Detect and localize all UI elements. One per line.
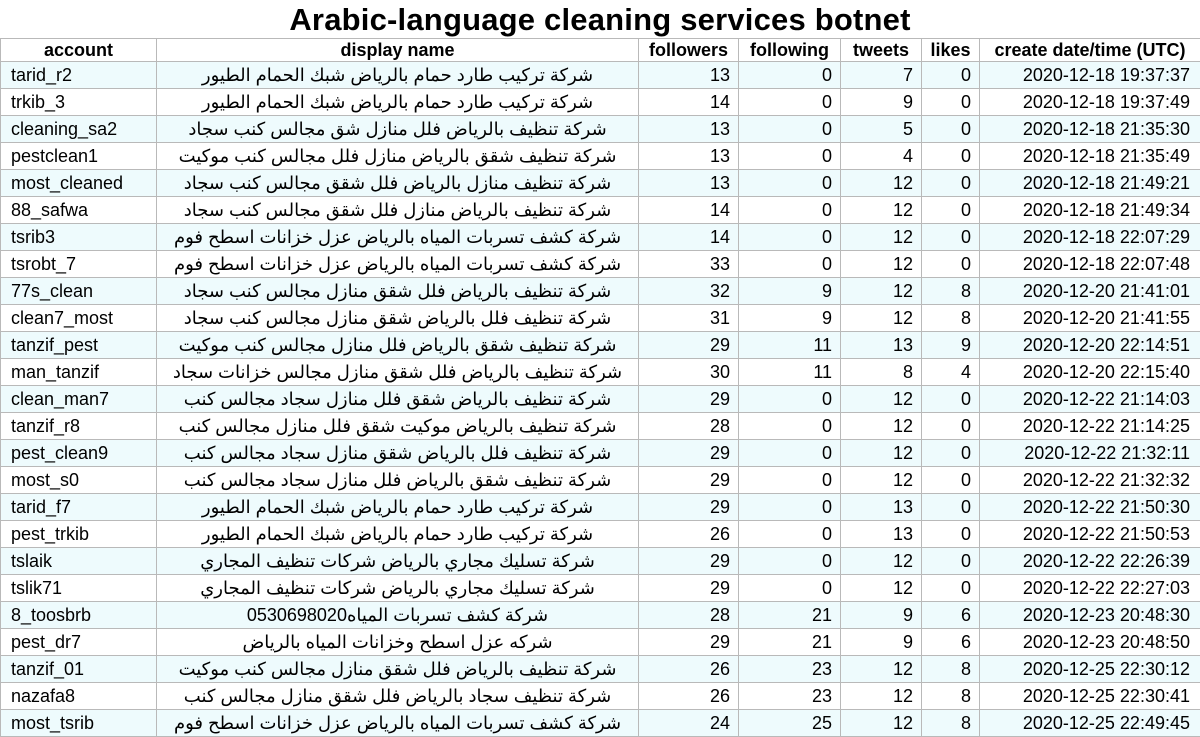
- following-cell: 0: [739, 116, 841, 143]
- display-name-cell: شركة تنظيف شقق بالرياض فلل منازل مجالس كنب موكيت: [157, 332, 639, 359]
- create-date-cell: 2020-12-25 22:30:12: [980, 656, 1200, 683]
- create-date-cell: 2020-12-22 21:50:30: [980, 494, 1200, 521]
- create-date-cell: 2020-12-25 22:49:45: [980, 710, 1200, 737]
- display-name-cell: شركة تنظيف شقق بالرياض فلل منازل سجاد مجالس كنب: [157, 467, 639, 494]
- likes-cell: 6: [922, 602, 980, 629]
- following-cell: 0: [739, 89, 841, 116]
- table-row: [1, 359, 1200, 386]
- followers-cell: 29: [639, 440, 739, 467]
- account-cell: 8_toosbrb: [1, 602, 157, 629]
- display-name-cell: شركة كشف تسربات المياه بالرياض عزل خزانات اسطح فوم: [157, 710, 639, 737]
- following-cell: 0: [739, 413, 841, 440]
- tweets-cell: 12: [841, 170, 922, 197]
- display-name-cell: شركة كشف تسربات المياه0530698020: [157, 602, 639, 629]
- tweets-cell: 13: [841, 494, 922, 521]
- account-cell: nazafa8: [1, 683, 157, 710]
- table-row: [1, 170, 1200, 197]
- likes-cell: 0: [922, 143, 980, 170]
- account-cell: most_cleaned: [1, 170, 157, 197]
- create-date-cell: 2020-12-18 21:35:49: [980, 143, 1200, 170]
- create-date-cell: 2020-12-20 22:14:51: [980, 332, 1200, 359]
- table-row: [1, 278, 1200, 305]
- table-row: [1, 116, 1200, 143]
- followers-cell: 26: [639, 656, 739, 683]
- tweets-cell: 12: [841, 278, 922, 305]
- likes-cell: 0: [922, 467, 980, 494]
- following-cell: 0: [739, 521, 841, 548]
- display-name-cell: شركة كشف تسربات المياه بالرياض عزل خزانات اسطح فوم: [157, 251, 639, 278]
- likes-cell: 4: [922, 359, 980, 386]
- followers-cell: 26: [639, 683, 739, 710]
- followers-cell: 29: [639, 575, 739, 602]
- column-header-followers: followers: [639, 39, 739, 62]
- tweets-cell: 12: [841, 656, 922, 683]
- display-name-cell: شركه عزل اسطح وخزانات المياه بالرياض: [157, 629, 639, 656]
- create-date-cell: 2020-12-20 22:15:40: [980, 359, 1200, 386]
- tweets-cell: 13: [841, 332, 922, 359]
- account-cell: pest_dr7: [1, 629, 157, 656]
- create-date-cell: 2020-12-23 20:48:50: [980, 629, 1200, 656]
- display-name-cell: شركة كشف تسربات المياه بالرياض عزل خزانات اسطح فوم: [157, 224, 639, 251]
- tweets-cell: 12: [841, 548, 922, 575]
- following-cell: 11: [739, 332, 841, 359]
- following-cell: 0: [739, 197, 841, 224]
- likes-cell: 9: [922, 332, 980, 359]
- likes-cell: 8: [922, 305, 980, 332]
- tweets-cell: 9: [841, 89, 922, 116]
- following-cell: 0: [739, 251, 841, 278]
- followers-cell: 28: [639, 602, 739, 629]
- followers-cell: 13: [639, 170, 739, 197]
- account-cell: tarid_r2: [1, 62, 157, 89]
- following-cell: 0: [739, 224, 841, 251]
- display-name-cell: شركة تنظيف فلل بالرياض شقق منازل مجالس كنب سجاد: [157, 305, 639, 332]
- followers-cell: 14: [639, 197, 739, 224]
- following-cell: 21: [739, 602, 841, 629]
- likes-cell: 0: [922, 197, 980, 224]
- table-row: [1, 710, 1200, 737]
- create-date-cell: 2020-12-18 21:49:34: [980, 197, 1200, 224]
- table-row: [1, 683, 1200, 710]
- likes-cell: 0: [922, 62, 980, 89]
- create-date-cell: 2020-12-18 19:37:49: [980, 89, 1200, 116]
- table-row: [1, 467, 1200, 494]
- account-cell: pest_trkib: [1, 521, 157, 548]
- account-cell: tsrobt_7: [1, 251, 157, 278]
- followers-cell: 31: [639, 305, 739, 332]
- table-row: [1, 575, 1200, 602]
- followers-cell: 30: [639, 359, 739, 386]
- followers-cell: 29: [639, 386, 739, 413]
- account-cell: clean_man7: [1, 386, 157, 413]
- likes-cell: 8: [922, 278, 980, 305]
- following-cell: 0: [739, 467, 841, 494]
- followers-cell: 14: [639, 89, 739, 116]
- column-header-likes: likes: [922, 39, 980, 62]
- account-cell: cleaning_sa2: [1, 116, 157, 143]
- account-cell: tarid_f7: [1, 494, 157, 521]
- tweets-cell: 12: [841, 197, 922, 224]
- display-name-cell: شركة تنظيف بالرياض فلل شقق منازل مجالس كنب سجاد: [157, 278, 639, 305]
- tweets-cell: 8: [841, 359, 922, 386]
- create-date-cell: 2020-12-22 21:14:25: [980, 413, 1200, 440]
- tweets-cell: 12: [841, 251, 922, 278]
- tweets-cell: 13: [841, 521, 922, 548]
- likes-cell: 0: [922, 521, 980, 548]
- following-cell: 11: [739, 359, 841, 386]
- create-date-cell: 2020-12-25 22:30:41: [980, 683, 1200, 710]
- display-name-cell: شركة تركيب طارد حمام بالرياض شبك الحمام الطيور: [157, 521, 639, 548]
- following-cell: 0: [739, 386, 841, 413]
- followers-cell: 14: [639, 224, 739, 251]
- display-name-cell: شركة تنظيف بالرياض موكيت شقق فلل منازل مجالس كنب: [157, 413, 639, 440]
- likes-cell: 0: [922, 251, 980, 278]
- followers-cell: 29: [639, 629, 739, 656]
- table-row: [1, 224, 1200, 251]
- display-name-cell: شركة تركيب طارد حمام بالرياض شبك الحمام الطيور: [157, 62, 639, 89]
- header-row: [1, 39, 1200, 62]
- followers-cell: 32: [639, 278, 739, 305]
- display-name-cell: شركة تسليك مجاري بالرياض شركات تنظيف المجاري: [157, 575, 639, 602]
- account-cell: 88_safwa: [1, 197, 157, 224]
- following-cell: 0: [739, 143, 841, 170]
- table-row: [1, 386, 1200, 413]
- likes-cell: 0: [922, 386, 980, 413]
- followers-cell: 29: [639, 548, 739, 575]
- likes-cell: 0: [922, 224, 980, 251]
- following-cell: 23: [739, 656, 841, 683]
- account-cell: pestclean1: [1, 143, 157, 170]
- followers-cell: 13: [639, 143, 739, 170]
- table-row: [1, 197, 1200, 224]
- tweets-cell: 5: [841, 116, 922, 143]
- followers-cell: 24: [639, 710, 739, 737]
- column-header-following: following: [739, 39, 841, 62]
- create-date-cell: 2020-12-20 21:41:55: [980, 305, 1200, 332]
- display-name-cell: شركة تركيب طارد حمام بالرياض شبك الحمام الطيور: [157, 89, 639, 116]
- display-name-cell: شركة تنظيف بالرياض منازل فلل شقق مجالس كنب سجاد: [157, 197, 639, 224]
- table-row: [1, 521, 1200, 548]
- likes-cell: 8: [922, 656, 980, 683]
- table-row: [1, 413, 1200, 440]
- followers-cell: 29: [639, 494, 739, 521]
- column-header-tweets: tweets: [841, 39, 922, 62]
- table-row: [1, 305, 1200, 332]
- account-cell: tanzif_01: [1, 656, 157, 683]
- likes-cell: 0: [922, 548, 980, 575]
- table-row: [1, 602, 1200, 629]
- create-date-cell: 2020-12-18 21:49:21: [980, 170, 1200, 197]
- account-cell: most_s0: [1, 467, 157, 494]
- tweets-cell: 12: [841, 413, 922, 440]
- account-cell: man_tanzif: [1, 359, 157, 386]
- likes-cell: 6: [922, 629, 980, 656]
- followers-cell: 29: [639, 467, 739, 494]
- create-date-cell: 2020-12-22 21:50:53: [980, 521, 1200, 548]
- create-date-cell: 2020-12-18 22:07:29: [980, 224, 1200, 251]
- account-cell: clean7_most: [1, 305, 157, 332]
- display-name-cell: شركة تنظيف بالرياض فلل شقق منازل مجالس كنب موكيت: [157, 656, 639, 683]
- table-row: [1, 89, 1200, 116]
- following-cell: 9: [739, 305, 841, 332]
- likes-cell: 0: [922, 116, 980, 143]
- display-name-cell: شركة تنظيف فلل بالرياض شقق منازل سجاد مجالس كنب: [157, 440, 639, 467]
- tweets-cell: 9: [841, 602, 922, 629]
- likes-cell: 0: [922, 413, 980, 440]
- create-date-cell: 2020-12-22 21:14:03: [980, 386, 1200, 413]
- tweets-cell: 9: [841, 629, 922, 656]
- create-date-cell: 2020-12-18 21:35:30: [980, 116, 1200, 143]
- column-header-account: account: [1, 39, 157, 62]
- table-row: [1, 548, 1200, 575]
- following-cell: 23: [739, 683, 841, 710]
- create-date-cell: 2020-12-22 21:32:11: [980, 440, 1200, 467]
- followers-cell: 13: [639, 116, 739, 143]
- account-cell: trkib_3: [1, 89, 157, 116]
- display-name-cell: شركة تنظيف شقق بالرياض منازل فلل مجالس كنب موكيت: [157, 143, 639, 170]
- tweets-cell: 12: [841, 710, 922, 737]
- display-name-cell: شركة تنظيف سجاد بالرياض فلل شقق منازل مجالس كنب: [157, 683, 639, 710]
- following-cell: 0: [739, 62, 841, 89]
- display-name-cell: شركة تسليك مجاري بالرياض شركات تنظيف المجاري: [157, 548, 639, 575]
- following-cell: 0: [739, 575, 841, 602]
- account-cell: tsrib3: [1, 224, 157, 251]
- following-cell: 21: [739, 629, 841, 656]
- table-row: [1, 656, 1200, 683]
- tweets-cell: 12: [841, 467, 922, 494]
- botnet-table: [0, 38, 1200, 737]
- following-cell: 25: [739, 710, 841, 737]
- account-cell: most_tsrib: [1, 710, 157, 737]
- account-cell: tslaik: [1, 548, 157, 575]
- create-date-cell: 2020-12-18 19:37:37: [980, 62, 1200, 89]
- likes-cell: 0: [922, 440, 980, 467]
- tweets-cell: 7: [841, 62, 922, 89]
- likes-cell: 8: [922, 683, 980, 710]
- display-name-cell: شركة تنظيف منازل بالرياض فلل شقق مجالس كنب سجاد: [157, 170, 639, 197]
- create-date-cell: 2020-12-18 22:07:48: [980, 251, 1200, 278]
- following-cell: 9: [739, 278, 841, 305]
- following-cell: 0: [739, 440, 841, 467]
- create-date-cell: 2020-12-20 21:41:01: [980, 278, 1200, 305]
- followers-cell: 33: [639, 251, 739, 278]
- tweets-cell: 12: [841, 440, 922, 467]
- likes-cell: 8: [922, 710, 980, 737]
- table-row: [1, 62, 1200, 89]
- likes-cell: 0: [922, 89, 980, 116]
- following-cell: 0: [739, 170, 841, 197]
- likes-cell: 0: [922, 170, 980, 197]
- likes-cell: 0: [922, 494, 980, 521]
- account-cell: pest_clean9: [1, 440, 157, 467]
- create-date-cell: 2020-12-22 22:26:39: [980, 548, 1200, 575]
- tweets-cell: 12: [841, 683, 922, 710]
- table-row: [1, 251, 1200, 278]
- create-date-cell: 2020-12-22 21:32:32: [980, 467, 1200, 494]
- tweets-cell: 12: [841, 575, 922, 602]
- display-name-cell: شركة تركيب طارد حمام بالرياض شبك الحمام الطيور: [157, 494, 639, 521]
- followers-cell: 26: [639, 521, 739, 548]
- display-name-cell: شركة تنظيف بالرياض فلل منازل شق مجالس كنب سجاد: [157, 116, 639, 143]
- likes-cell: 0: [922, 575, 980, 602]
- table-row: [1, 143, 1200, 170]
- table-title: Arabic-language cleaning services botnet: [0, 0, 1200, 38]
- followers-cell: 13: [639, 62, 739, 89]
- table-row: [1, 629, 1200, 656]
- table-row: [1, 440, 1200, 467]
- followers-cell: 29: [639, 332, 739, 359]
- tweets-cell: 12: [841, 224, 922, 251]
- account-cell: tslik71: [1, 575, 157, 602]
- create-date-cell: 2020-12-23 20:48:30: [980, 602, 1200, 629]
- column-header-create-date: create date/time (UTC): [980, 39, 1200, 62]
- display-name-cell: شركة تنظيف بالرياض شقق فلل منازل سجاد مجالس كنب: [157, 386, 639, 413]
- column-header-display-name: display name: [157, 39, 639, 62]
- tweets-cell: 4: [841, 143, 922, 170]
- table-row: [1, 332, 1200, 359]
- following-cell: 0: [739, 548, 841, 575]
- display-name-cell: شركة تنظيف بالرياض فلل شقق منازل مجالس خزانات سجاد: [157, 359, 639, 386]
- table-body: [1, 62, 1200, 737]
- account-cell: tanzif_pest: [1, 332, 157, 359]
- followers-cell: 28: [639, 413, 739, 440]
- tweets-cell: 12: [841, 386, 922, 413]
- tweets-cell: 12: [841, 305, 922, 332]
- table-row: [1, 494, 1200, 521]
- following-cell: 0: [739, 494, 841, 521]
- create-date-cell: 2020-12-22 22:27:03: [980, 575, 1200, 602]
- account-cell: 77s_clean: [1, 278, 157, 305]
- account-cell: tanzif_r8: [1, 413, 157, 440]
